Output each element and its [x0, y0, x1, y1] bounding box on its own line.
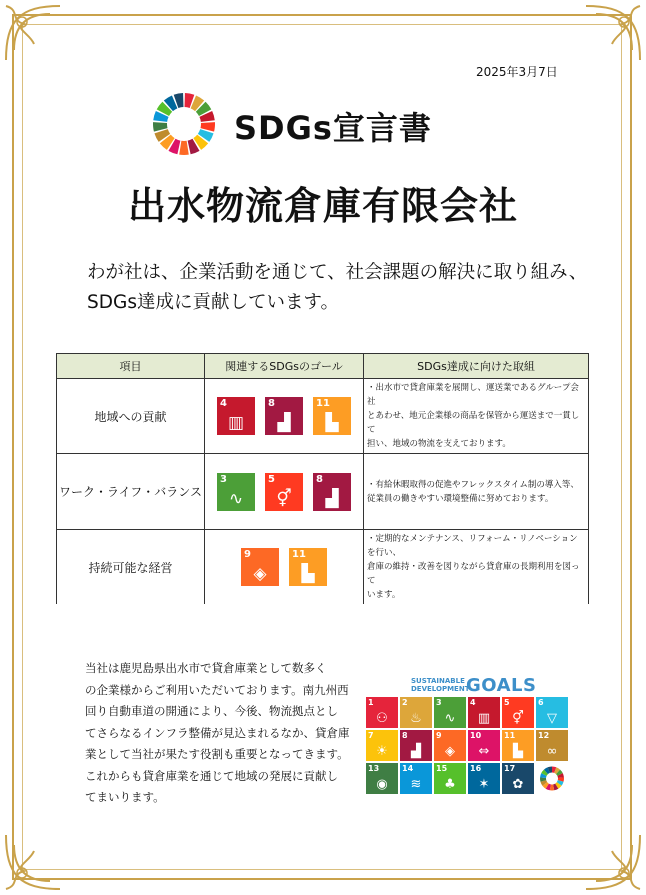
dove-icon: 16 ✶ — [468, 763, 500, 794]
infinity-icon: 12 ∞ — [536, 730, 568, 761]
item-cell: 地域への貢献 — [57, 379, 205, 454]
energy-icon: 7 ☀ — [366, 730, 398, 761]
infrastructure-cubes-icon: 9 ◈ — [241, 548, 279, 586]
growth-chart-icon: 8 ▟ — [400, 730, 432, 761]
climate-eye-icon: 13 ◉ — [366, 763, 398, 794]
heartbeat-icon: 3 ∿ — [434, 697, 466, 728]
fish-icon: 14 ≋ — [400, 763, 432, 794]
poster-subtitle-line: SUSTAINABLE — [411, 677, 465, 685]
table-row — [57, 379, 589, 454]
sdgs-goals-table — [56, 353, 589, 604]
infrastructure-cubes-icon: 9 ◈ — [434, 730, 466, 761]
city-icon: 11 ▙ — [313, 397, 351, 435]
intro-line: わが社は、企業活動を通じて、社会課題の解決に取り組み、 — [87, 262, 588, 283]
sdg-wheel-icon — [152, 92, 216, 156]
action-cell — [364, 530, 589, 605]
heartbeat-icon: 3 ∿ — [217, 473, 255, 511]
ornament-corner-icon — [566, 0, 646, 80]
column-header-item: 項目 — [57, 354, 205, 379]
declaration-title: SDGs宣言書 — [234, 109, 432, 147]
poster-header — [366, 675, 574, 697]
sdg-wheel-icon — [536, 763, 568, 794]
item-cell: 持続可能な経営 — [57, 530, 205, 605]
action-cell — [364, 379, 589, 454]
book-icon: 4 ▥ — [468, 697, 500, 728]
sdgs-goals-poster — [366, 675, 574, 794]
book-icon: 4 ▥ — [217, 397, 255, 435]
document-date: 2025年3月7日 — [476, 65, 558, 79]
city-icon: 11 ▙ — [502, 730, 534, 761]
column-header-goals: 関連するSDGsのゴール — [205, 354, 364, 379]
intro-line: SDGs達成に貢献しています。 — [87, 292, 339, 313]
action-cell — [364, 454, 589, 530]
growth-chart-icon: 8 ▟ — [265, 397, 303, 435]
statement-line: 業として当社が果たす役割も重要となってきます。 — [85, 747, 349, 761]
statement-line: 当社は鹿児島県出水市で貸倉庫業として数多く — [85, 661, 327, 675]
action-line: ・有給休暇取得の促進やフレックスタイム制の導入等、 — [367, 479, 579, 490]
city-icon: 11 ▙ — [289, 548, 327, 586]
goals-cell — [205, 379, 364, 454]
growth-chart-icon: 8 ▟ — [313, 473, 351, 511]
intro-text — [87, 258, 587, 318]
gender-equality-icon: 5 ⚥ — [265, 473, 303, 511]
action-line: とあわせ、地元企業様の商品を保管から運送まで一貫して — [367, 411, 580, 435]
partnership-flower-icon: 17 ✿ — [502, 763, 534, 794]
table-row — [57, 530, 589, 605]
table-row — [57, 454, 589, 530]
reduced-inequality-icon: 10 ⇔ — [468, 730, 500, 761]
company-name: 出水物流倉庫有限会社 — [127, 184, 518, 228]
poster-subtitle-line: DEVELOPMENT — [411, 685, 470, 693]
action-line: ・定期的なメンテナンス、リフォーム・リノベーションを行い、 — [367, 534, 578, 558]
statement-line: 回り自動車道の開通により、今後、物流拠点とし — [85, 704, 338, 718]
action-line: 担い、地域の物流を支えております。 — [367, 439, 511, 449]
water-glass-icon: 6 ▽ — [536, 697, 568, 728]
poster-subtitle — [411, 677, 469, 693]
action-line: います。 — [367, 590, 401, 600]
company-statement — [85, 658, 365, 809]
action-line: ・出水市で貸倉庫業を展開し、運送業であるグループ会社 — [367, 383, 579, 407]
statement-line: てさらなるインフラ整備が見込まれるなか、貸倉庫 — [85, 725, 350, 740]
statement-line: これからも貸倉庫業を通じて地域の発展に貢献し — [85, 768, 338, 783]
poster-grid — [366, 697, 574, 794]
goals-cell — [205, 454, 364, 530]
ornament-corner-icon — [0, 0, 80, 80]
action-line: 従業員の働きやすい環境整備に努めております。 — [367, 493, 554, 504]
statement-line: てまいります。 — [85, 790, 165, 804]
ornament-corner-icon — [566, 815, 646, 895]
goals-cell — [205, 530, 364, 605]
item-cell: ワーク・ライフ・バランス — [57, 454, 205, 530]
tree-icon: 15 ♣ — [434, 763, 466, 794]
poster-goals-word: GOALS — [466, 675, 537, 696]
action-line: 倉庫の維持・改善を図りながら貸倉庫の長期利用を図って — [367, 562, 580, 586]
gender-equality-icon: 5 ⚥ — [502, 697, 534, 728]
ornament-corner-icon — [0, 815, 80, 895]
table-header-row — [57, 354, 589, 379]
statement-line: の企業様からご利用いただいております。南九州西 — [85, 682, 349, 697]
zero-hunger-icon: 2 ♨ — [400, 697, 432, 728]
no-poverty-icon: 1 ⚇ — [366, 697, 398, 728]
column-header-actions: SDGs達成に向けた取組 — [364, 354, 589, 379]
